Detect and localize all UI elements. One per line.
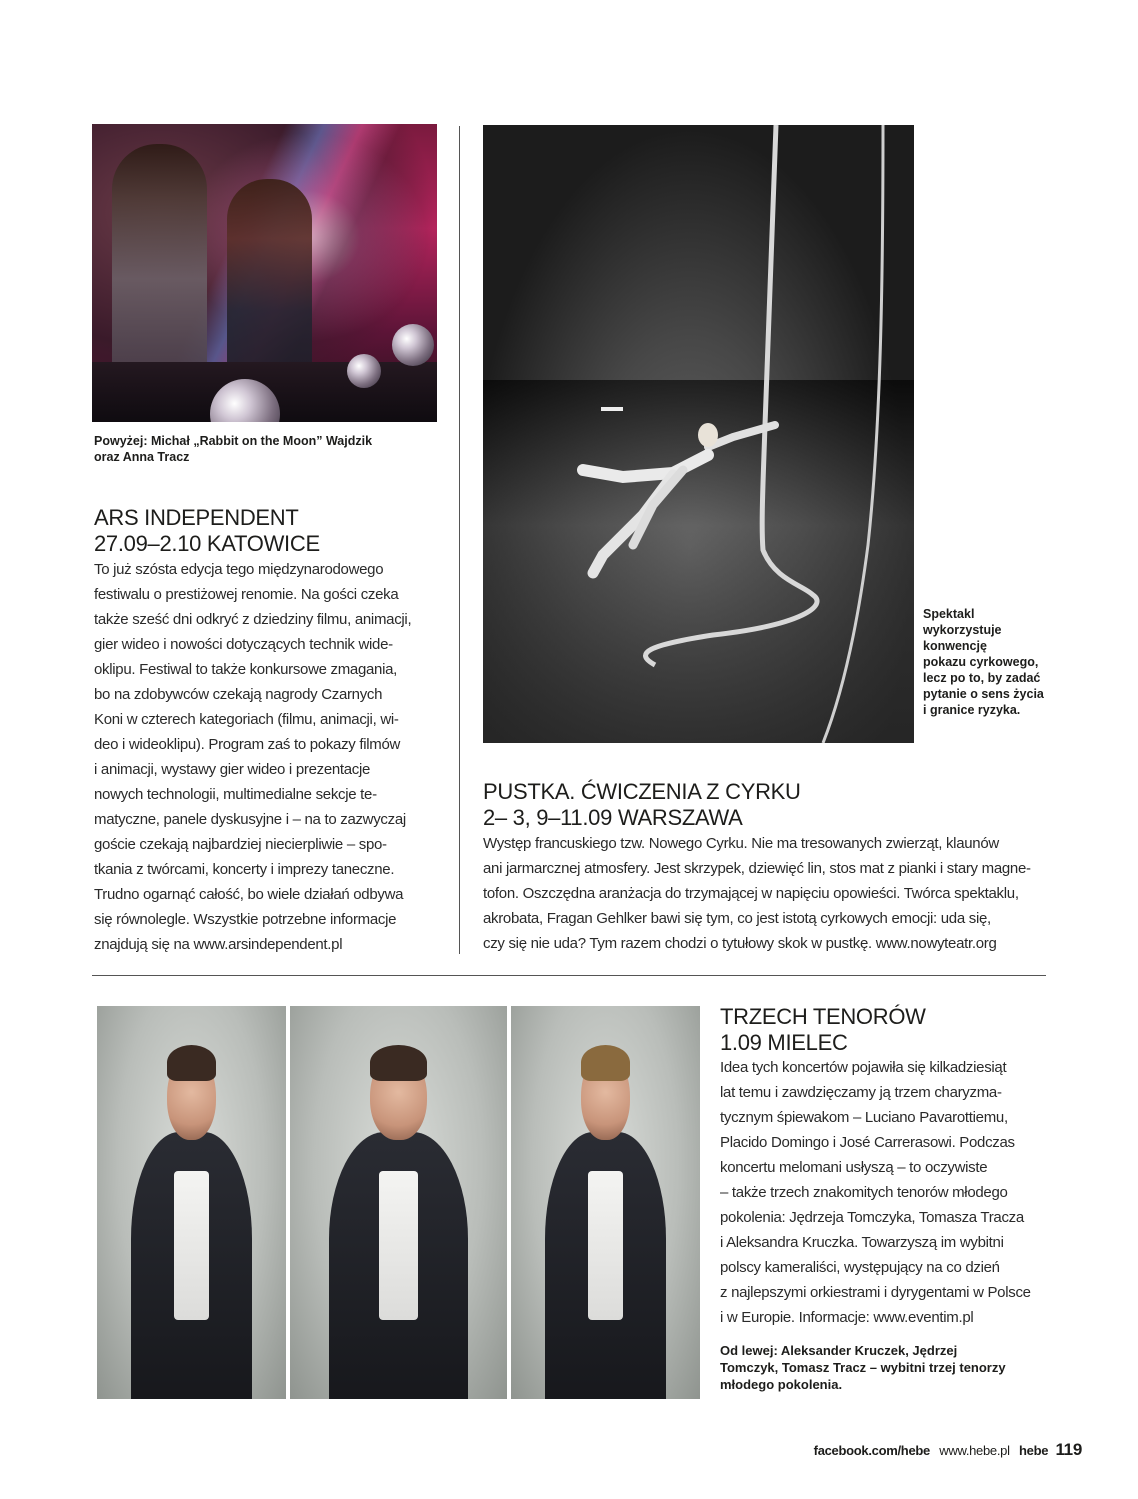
caption-line: Spektakl xyxy=(923,607,975,621)
tenor-hair xyxy=(167,1045,216,1080)
ars-body xyxy=(94,557,424,957)
body-line: To już szósta edycja tego międzynarodowego xyxy=(94,561,384,578)
photo-ropes-acrobat xyxy=(483,125,914,743)
caption-line: i granice ryzyka. xyxy=(923,703,1021,717)
photo-disco-ball xyxy=(392,324,434,366)
body-line: Występ francuskiego tzw. Nowego Cyrku. Nie ma tresowanych zwierząt, klaunów xyxy=(483,835,999,852)
caption-line: pytanie o sens życia xyxy=(923,687,1044,701)
tenor-photo-left xyxy=(97,1006,286,1399)
pustka-heading xyxy=(483,779,801,831)
pustka-title: PUSTKA. ĆWICZENIA Z CYRKU xyxy=(483,779,801,804)
ars-photo-dj xyxy=(92,124,437,422)
page-number: 119 xyxy=(1055,1440,1082,1459)
body-line: Koni w czterech kategoriach (filmu, animacji, wi- xyxy=(94,711,399,728)
body-line: czy się nie uda? Tym razem chodzi o tytułowy skok w pustkę. www.nowyteatr.org xyxy=(483,935,997,952)
body-line: i Aleksandra Kruczka. Towarzyszą im wybitni xyxy=(720,1234,1004,1251)
body-line: lat temu i zawdzięczamy ją trzem charyzma- xyxy=(720,1084,1002,1101)
body-line: ani jarmarcznej atmosfery. Jest skrzypek, dziewięć lin, stos mat z pianki i stary magne- xyxy=(483,860,1031,877)
pustka-dates: 2– 3, 9–11.09 WARSZAWA xyxy=(483,805,743,830)
tenor-shirt xyxy=(588,1171,622,1320)
body-line: festiwalu o prestiżowej renomie. Na gości czeka xyxy=(94,586,399,603)
caption-line: Powyżej: Michał „Rabbit on the Moon” Wajdzik xyxy=(94,434,373,448)
caption-line: młodego pokolenia. xyxy=(720,1377,843,1392)
pustka-body xyxy=(483,831,1053,956)
body-line: znajdują się na www.arsindependent.pl xyxy=(94,936,343,953)
photo-disco-ball xyxy=(347,354,381,388)
pustka-photo-acrobat xyxy=(483,125,914,743)
tenors-heading xyxy=(720,1004,926,1056)
body-line: i w Europie. Informacje: www.eventim.pl xyxy=(720,1309,974,1326)
body-line: Trudno ogarnąć całość, bo wiele działań odbywa xyxy=(94,886,404,903)
tenors-body xyxy=(720,1055,1060,1330)
caption-line: Od lewej: Aleksander Kruczek, Jędrzej xyxy=(720,1343,958,1358)
tenors-title: TRZECH TENORÓW xyxy=(720,1004,926,1029)
footer-website: www.hebe.pl xyxy=(939,1443,1010,1458)
tenors-dates: 1.09 MIELEC xyxy=(720,1030,848,1055)
column-divider xyxy=(459,126,460,954)
tenor-hair xyxy=(581,1045,630,1080)
caption-line: pokazu cyrkowego, xyxy=(923,655,1039,669)
ars-dates: 27.09–2.10 KATOWICE xyxy=(94,531,320,556)
tenor-shirt xyxy=(379,1171,418,1320)
ars-photo-caption xyxy=(94,433,434,465)
tenors-photo-caption xyxy=(720,1342,1060,1393)
body-line: deo i wideoklipu). Program zaś to pokazy filmów xyxy=(94,736,401,753)
page-footer xyxy=(814,1440,1082,1460)
tenor-photo-right xyxy=(511,1006,700,1399)
body-line: Idea tych koncertów pojawiła się kilkadziesiąt xyxy=(720,1059,1007,1076)
body-line: pokolenia: Jędrzeja Tomczyka, Tomasza Tracza xyxy=(720,1209,1024,1226)
body-line: polscy kameraliści, występujący na co dzień xyxy=(720,1259,1000,1276)
body-line: tkania z twórcami, koncerty i imprezy taneczne. xyxy=(94,861,395,878)
body-line: Placido Domingo i José Carrerasowi. Podczas xyxy=(720,1134,1015,1151)
body-line: z najlepszymi orkiestrami i dyrygentami w Polsce xyxy=(720,1284,1031,1301)
ars-title: ARS INDEPENDENT xyxy=(94,505,299,530)
body-line: matyczne, panele dyskusyjne i – na to zazwyczaj xyxy=(94,811,406,828)
body-line: tofon. Oszczędna aranżacja do trzymającej w napięciu opowieści. Twórca spektaklu, xyxy=(483,885,1019,902)
body-line: akrobata, Fragan Gehlker bawi się tym, co jest istotą cyrkowych emocji: uda się, xyxy=(483,910,991,927)
tenor-photo-middle xyxy=(290,1006,507,1399)
section-divider xyxy=(92,975,1046,976)
body-line: oklipu. Festiwal to także konkursowe zmagania, xyxy=(94,661,398,678)
pustka-photo-caption xyxy=(923,606,1063,718)
body-line: koncertu melomani usłyszą – to oczywiste xyxy=(720,1159,988,1176)
body-line: – także trzech znakomitych tenorów młodego xyxy=(720,1184,1008,1201)
tenor-shirt xyxy=(174,1171,208,1320)
body-line: nowych technologii, multimedialne sekcje te- xyxy=(94,786,377,803)
caption-line: konwencję xyxy=(923,639,987,653)
body-line: gier wideo i nowości dotyczących technik wide- xyxy=(94,636,393,653)
tenor-hair xyxy=(370,1045,426,1080)
caption-line: Tomczyk, Tomasz Tracz – wybitni trzej tenorzy xyxy=(720,1360,1006,1375)
caption-line: oraz Anna Tracz xyxy=(94,450,190,464)
body-line: także sześć dni odkryć z dziedziny filmu, animacji, xyxy=(94,611,412,628)
body-line: tycznym śpiewakom – Luciano Pavarottiemu, xyxy=(720,1109,1008,1126)
body-line: goście czekają najbardziej niecierpliwie – spo- xyxy=(94,836,387,853)
caption-line: wykorzystuje xyxy=(923,623,1002,637)
caption-line: lecz po to, by zadać xyxy=(923,671,1041,685)
body-line: się równolegle. Wszystkie potrzebne informacje xyxy=(94,911,397,928)
body-line: bo na zdobywców czekają nagrody Czarnych xyxy=(94,686,383,703)
body-line: i animacji, wystawy gier wideo i prezentacje xyxy=(94,761,371,778)
ars-heading xyxy=(94,505,320,557)
footer-facebook: facebook.com/hebe xyxy=(813,1443,930,1458)
footer-brand: hebe xyxy=(1019,1443,1049,1458)
